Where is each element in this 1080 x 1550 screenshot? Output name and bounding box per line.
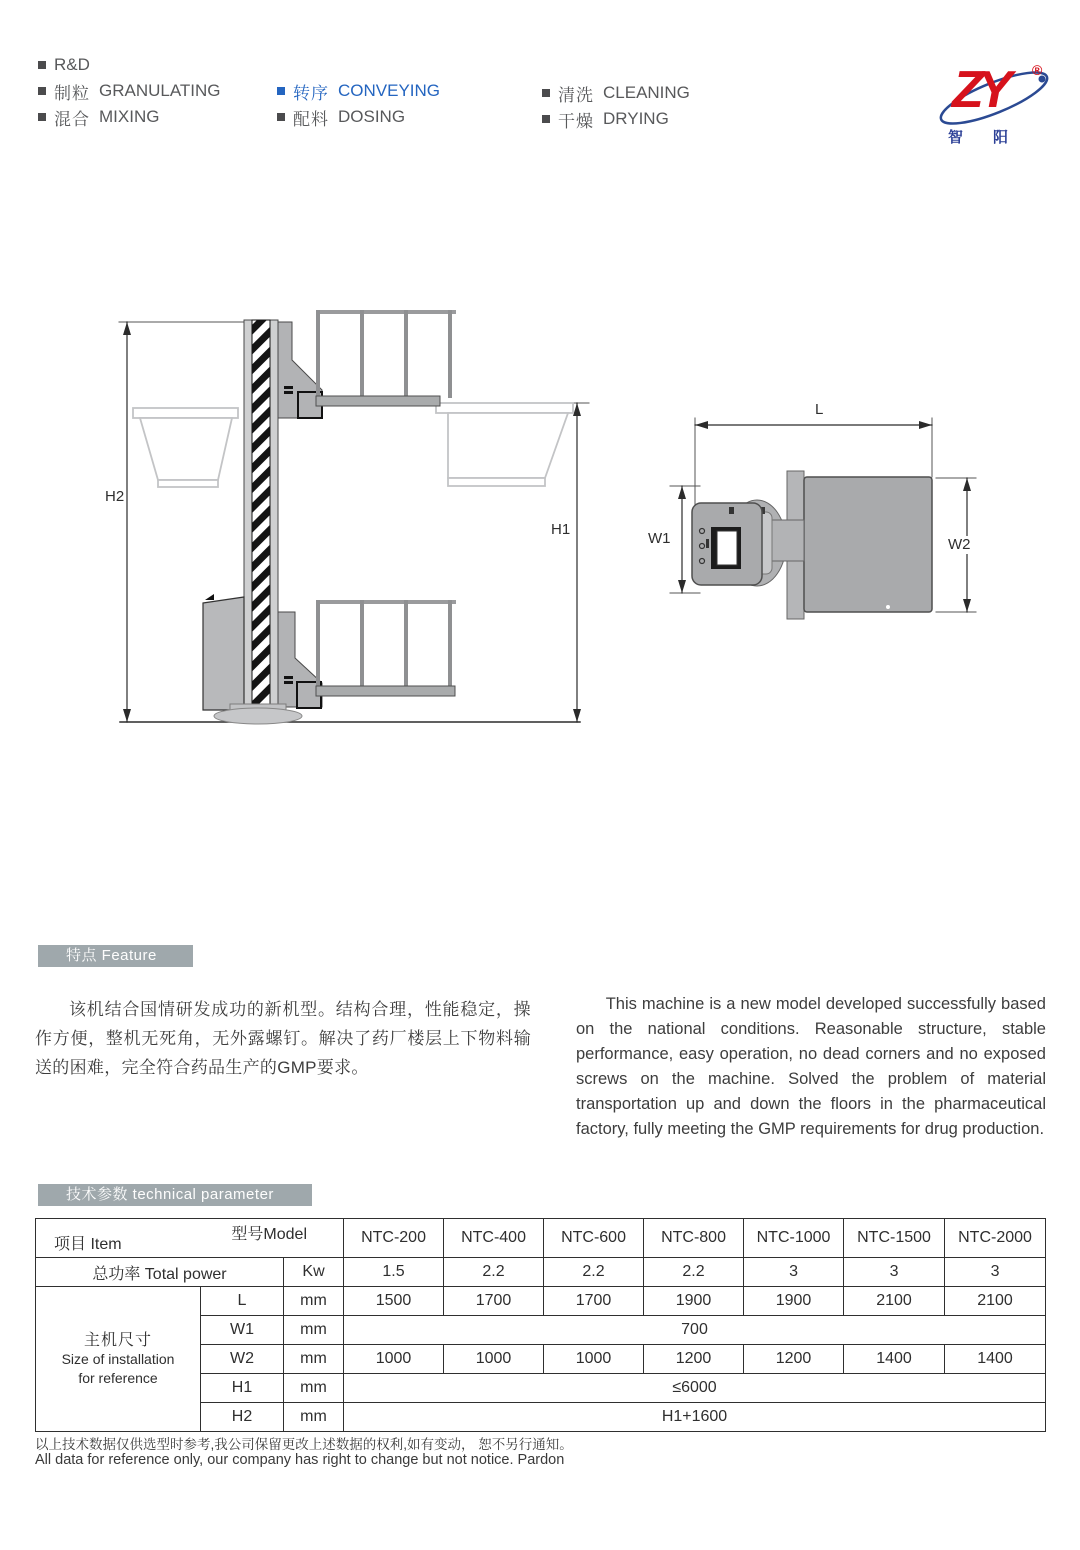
value-cell: 2.2 [444,1258,544,1287]
size-group-cell [36,1287,201,1432]
category-granulating [38,78,221,104]
category-label-zh: 配料 [293,109,329,129]
model-header: NTC-600 [544,1219,644,1258]
bullet-icon [38,87,46,95]
model-header: NTC-1000 [744,1219,844,1258]
dim-name-cell: L [201,1287,284,1316]
table-header-row [36,1219,1046,1258]
dim-name-cell: W2 [201,1345,284,1374]
value-cell: 1000 [444,1345,544,1374]
category-label-zh: 清洗 [558,85,594,105]
dimension-h2 [123,322,131,722]
feature-badge: 特点 Feature [38,945,193,967]
category-conveying-active [277,78,440,104]
value-cell: 1200 [644,1345,744,1374]
dim-label-h2: H2 [105,488,125,505]
parameters-badge: 技术参数 technical parameter [38,1184,312,1206]
lifting-column [244,320,278,722]
footnote-en: All data for reference only, our company has right to change but not notice. Pardon [35,1452,565,1468]
dim-name-cell: W1 [201,1316,284,1345]
model-header: NTC-400 [444,1219,544,1258]
bullet-icon [542,89,550,97]
category-label-zh: 制粒 [54,83,90,103]
ghost-hopper-left [133,408,238,487]
control-cabinet [203,594,244,710]
plan-view-drawing [670,418,976,619]
technical-parameter-table [35,1218,1046,1432]
category-cleaning [542,80,690,106]
value-cell: 2.2 [644,1258,744,1287]
value-cell: 1700 [544,1287,644,1316]
value-cell: 1000 [344,1345,444,1374]
size-group-zh: 主机尺寸 [83,1331,152,1349]
plan-control-box [692,503,762,585]
category-mixing [38,104,159,130]
model-header: NTC-200 [344,1219,444,1258]
item-label: 项目 Item [54,1236,122,1253]
value-cell: 1900 [744,1287,844,1316]
ghost-hopper-right [436,403,573,486]
table-row-power [36,1258,1046,1287]
dim-label-l: L [815,401,824,418]
value-cell: 1000 [544,1345,644,1374]
model-header: NTC-1500 [844,1219,945,1258]
value-cell: 1.5 [344,1258,444,1287]
value-cell: 3 [844,1258,945,1287]
category-label-zh: 转序 [293,83,329,103]
unit-cell: mm [284,1316,344,1345]
size-group-en1: Size of installation [61,1350,175,1367]
category-label-en: GRANULATING [99,81,221,100]
value-cell: 2100 [844,1287,945,1316]
category-label-en: R&D [54,55,90,74]
category-dosing [277,104,405,130]
value-cell: 1900 [644,1287,744,1316]
company-logo [938,58,1058,158]
item-model-diagonal-cell [36,1219,344,1258]
category-label-en: MIXING [99,107,160,126]
registered-mark: ® [1032,62,1043,78]
merged-value-cell: H1+1600 [344,1403,1046,1432]
model-header: NTC-800 [644,1219,744,1258]
category-label-en: DRYING [603,109,669,128]
unit-cell: mm [284,1374,344,1403]
bullet-icon [277,87,285,95]
merged-value-cell: 700 [344,1316,1046,1345]
bullet-icon [38,61,46,69]
value-cell: 3 [945,1258,1046,1287]
category-rd [38,52,90,78]
value-cell: 1700 [444,1287,544,1316]
value-cell: 1400 [844,1345,945,1374]
carriage-bottom [278,600,456,708]
category-label-en: CLEANING [603,83,690,102]
value-cell: 1200 [744,1345,844,1374]
dim-label-h1: H1 [551,521,571,538]
unit-cell: mm [284,1345,344,1374]
dim-name-cell: H1 [201,1374,284,1403]
value-cell: 3 [744,1258,844,1287]
category-label-en: CONVEYING [338,81,441,100]
bullet-icon [38,113,46,121]
footnote-zh: 以上技术数据仅供选型时参考,我公司保留更改上述数据的权利,如有变动， 恕不另行通知。 [35,1437,573,1452]
dimension-h1 [573,403,581,722]
logo-subtext: 智 阳 [948,129,1009,146]
model-header: NTC-2000 [945,1219,1046,1258]
bullet-icon [542,115,550,123]
value-cell: 1400 [945,1345,1046,1374]
model-label: 型号Model [231,1226,308,1243]
side-view-drawing [119,310,589,724]
category-label-zh: 混合 [54,109,90,129]
carriage-top [278,310,456,418]
technical-drawings [0,280,1080,740]
feature-text-en: This machine is a new model developed successfully based on the national conditions. Reasonable structure, stable performance, easy operation, no dead corners and no exposed screws on the machine. Solved the problem of material transportation up and down the floors in the pharmaceutical factory, fully meeting the GMP requirements for drug production. [576,994,1046,1138]
bullet-icon [277,113,285,121]
unit-cell: mm [284,1403,344,1432]
table-row-L [36,1287,1046,1316]
value-cell: 1500 [344,1287,444,1316]
category-label-zh: 干燥 [558,111,594,131]
size-group-en2: for reference [78,1369,158,1386]
dim-label-w1: W1 [648,530,671,547]
value-cell: 2100 [945,1287,1046,1316]
logo-text: ZY [952,61,1007,119]
category-label-en: DOSING [338,107,406,126]
row-label: 总功率 Total power [36,1258,284,1287]
value-cell: 2.2 [544,1258,644,1287]
unit-cell: mm [284,1287,344,1316]
dim-label-w2: W2 [948,536,971,553]
feature-text-zh: 该机结合国情研发成功的新机型。结构合理，性能稳定，操作方便，整机无死角，无外露螺钉。解决了药厂楼层上下物料输送的困难，完全符合药品生产的GMP要求。 [35,1000,531,1077]
merged-value-cell: ≤6000 [344,1374,1046,1403]
unit-cell: Kw [284,1258,344,1287]
dim-name-cell: H2 [201,1403,284,1432]
category-drying [542,106,669,132]
